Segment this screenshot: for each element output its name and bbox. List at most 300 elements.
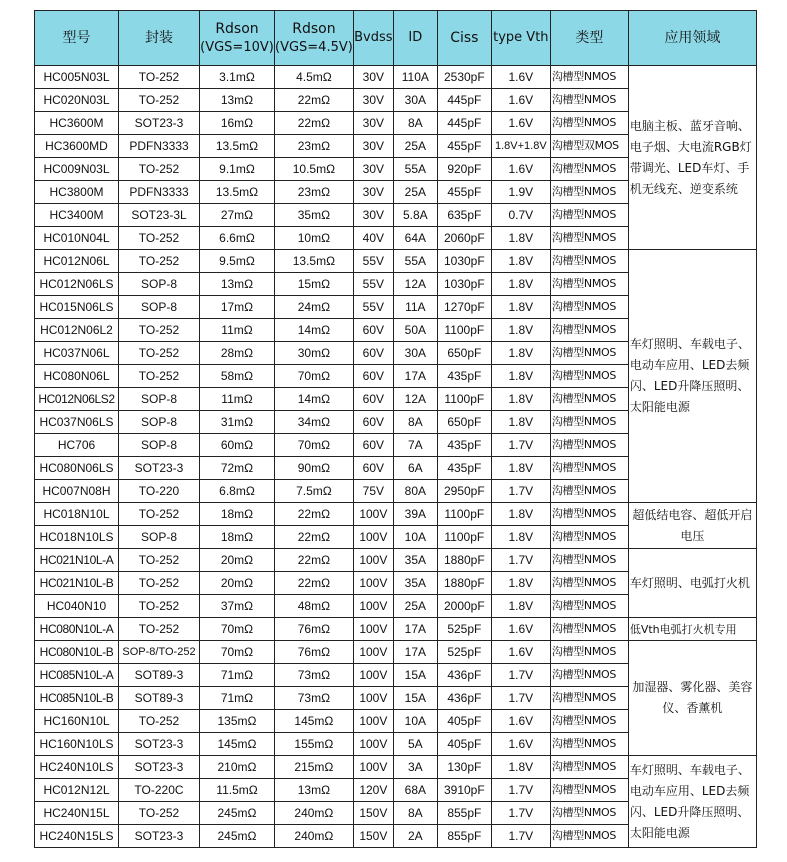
cell-package: TO-252 — [119, 365, 200, 388]
header-type: 类型 — [550, 11, 628, 66]
cell-id: 64A — [393, 227, 437, 250]
cell-rdson-4v5: 22mΩ — [275, 89, 354, 112]
cell-model: HC3800M — [35, 181, 119, 204]
cell-type: 沟槽型NMOS — [550, 342, 628, 365]
cell-ciss: 1880pF — [437, 549, 491, 572]
cell-id: 12A — [393, 388, 437, 411]
cell-package: SOT23-3 — [119, 733, 200, 756]
cell-ciss: 436pF — [437, 687, 491, 710]
cell-package: TO-252 — [119, 710, 200, 733]
cell-rdson-4v5: 15mΩ — [275, 273, 354, 296]
cell-package: SOT23-3 — [119, 756, 200, 779]
cell-model: HC007N08H — [35, 480, 119, 503]
cell-package: TO-220C — [119, 779, 200, 802]
cell-vth: 1.8V — [491, 756, 550, 779]
cell-vth: 1.8V — [491, 526, 550, 549]
cell-rdson-10v: 245mΩ — [200, 802, 275, 825]
cell-ciss: 445pF — [437, 89, 491, 112]
cell-model: HC012N06L2 — [35, 319, 119, 342]
cell-bvdss: 100V — [353, 710, 393, 733]
cell-bvdss: 100V — [353, 595, 393, 618]
cell-bvdss: 150V — [353, 802, 393, 825]
cell-bvdss: 60V — [353, 434, 393, 457]
cell-rdson-10v: 3.1mΩ — [200, 66, 275, 89]
cell-id: 17A — [393, 365, 437, 388]
cell-rdson-10v: 13.5mΩ — [200, 135, 275, 158]
cell-model: HC080N06LS — [35, 457, 119, 480]
cell-model: HC020N03L — [35, 89, 119, 112]
cell-rdson-4v5: 76mΩ — [275, 641, 354, 664]
cell-ciss: 525pF — [437, 618, 491, 641]
cell-rdson-4v5: 24mΩ — [275, 296, 354, 319]
cell-rdson-4v5: 73mΩ — [275, 664, 354, 687]
cell-vth: 1.7V — [491, 549, 550, 572]
cell-rdson-4v5: 70mΩ — [275, 365, 354, 388]
header-model: 型号 — [35, 11, 119, 66]
cell-bvdss: 30V — [353, 181, 393, 204]
cell-vth: 1.8V — [491, 572, 550, 595]
cell-package: TO-252 — [119, 250, 200, 273]
cell-bvdss: 30V — [353, 89, 393, 112]
cell-rdson-10v: 20mΩ — [200, 572, 275, 595]
cell-package: SOP-8 — [119, 434, 200, 457]
cell-rdson-10v: 11mΩ — [200, 319, 275, 342]
cell-package: TO-252 — [119, 549, 200, 572]
cell-rdson-10v: 13mΩ — [200, 89, 275, 112]
cell-vth: 1.9V — [491, 181, 550, 204]
cell-model: HC012N06LS — [35, 273, 119, 296]
cell-bvdss: 60V — [353, 411, 393, 434]
cell-rdson-4v5: 22mΩ — [275, 503, 354, 526]
cell-vth: 1.8V — [491, 296, 550, 319]
table-body — [35, 66, 757, 848]
cell-model: HC012N06L — [35, 250, 119, 273]
header-rdson-4v5-line1: Rdson — [292, 20, 336, 37]
cell-bvdss: 100V — [353, 664, 393, 687]
cell-type: 沟槽型NMOS — [550, 112, 628, 135]
cell-package: SOP-8 — [119, 526, 200, 549]
cell-application: 车灯照明、车载电子、电动车应用、LED去频闪、LED升降压照明、太阳能电源 — [628, 756, 756, 848]
cell-vth: 1.8V — [491, 342, 550, 365]
cell-model: HC080N10L-B — [35, 641, 119, 664]
cell-ciss: 2950pF — [437, 480, 491, 503]
cell-ciss: 405pF — [437, 710, 491, 733]
table-row — [35, 641, 757, 664]
cell-type: 沟槽型NMOS — [550, 204, 628, 227]
cell-model: HC037N06LS — [35, 411, 119, 434]
cell-id: 30A — [393, 89, 437, 112]
cell-type: 沟槽型NMOS — [550, 825, 628, 848]
cell-rdson-10v: 31mΩ — [200, 411, 275, 434]
cell-id: 6A — [393, 457, 437, 480]
cell-package: SOT23-3L — [119, 204, 200, 227]
cell-rdson-4v5: 13mΩ — [275, 779, 354, 802]
cell-ciss: 1030pF — [437, 273, 491, 296]
cell-id: 68A — [393, 779, 437, 802]
cell-type: 沟槽型NMOS — [550, 388, 628, 411]
cell-rdson-10v: 18mΩ — [200, 526, 275, 549]
cell-rdson-10v: 145mΩ — [200, 733, 275, 756]
cell-type: 沟槽型NMOS — [550, 572, 628, 595]
cell-rdson-4v5: 240mΩ — [275, 825, 354, 848]
cell-vth: 1.8V — [491, 227, 550, 250]
cell-type: 沟槽型NMOS — [550, 365, 628, 388]
cell-package: TO-252 — [119, 342, 200, 365]
table-row — [35, 250, 757, 273]
cell-model: HC037N06L — [35, 342, 119, 365]
cell-ciss: 1100pF — [437, 319, 491, 342]
cell-ciss: 1100pF — [437, 503, 491, 526]
cell-ciss: 650pF — [437, 342, 491, 365]
header-rdson-10v — [200, 11, 275, 66]
cell-id: 10A — [393, 710, 437, 733]
cell-id: 35A — [393, 549, 437, 572]
cell-id: 25A — [393, 595, 437, 618]
header-rdson-4v5 — [275, 11, 354, 66]
cell-package: TO-252 — [119, 618, 200, 641]
cell-model: HC021N10L-A — [35, 549, 119, 572]
cell-model: HC706 — [35, 434, 119, 457]
cell-rdson-4v5: 34mΩ — [275, 411, 354, 434]
cell-rdson-10v: 58mΩ — [200, 365, 275, 388]
cell-id: 25A — [393, 181, 437, 204]
cell-ciss: 435pF — [437, 457, 491, 480]
cell-package: SOP-8/TO-252 — [119, 641, 200, 664]
cell-rdson-4v5: 30mΩ — [275, 342, 354, 365]
cell-id: 3A — [393, 756, 437, 779]
cell-bvdss: 100V — [353, 687, 393, 710]
header-row — [35, 11, 757, 66]
cell-id: 30A — [393, 342, 437, 365]
cell-ciss: 1270pF — [437, 296, 491, 319]
cell-ciss: 650pF — [437, 411, 491, 434]
cell-rdson-4v5: 240mΩ — [275, 802, 354, 825]
cell-rdson-10v: 13.5mΩ — [200, 181, 275, 204]
cell-model: HC021N10L-B — [35, 572, 119, 595]
header-rdson-4v5-line2: (VGS=4.5V) — [275, 39, 353, 55]
cell-package: SOP-8 — [119, 388, 200, 411]
cell-vth: 1.6V — [491, 733, 550, 756]
cell-vth: 1.7V — [491, 825, 550, 848]
cell-application: 超低结电容、超低开启电压 — [628, 503, 756, 549]
cell-type: 沟槽型NMOS — [550, 664, 628, 687]
cell-model: HC005N03L — [35, 66, 119, 89]
cell-package: TO-252 — [119, 66, 200, 89]
cell-bvdss: 30V — [353, 158, 393, 181]
cell-id: 50A — [393, 319, 437, 342]
cell-vth: 1.8V — [491, 411, 550, 434]
cell-model: HC010N04L — [35, 227, 119, 250]
cell-application: 电脑主板、蓝牙音响、电子烟、大电流RGB灯带调光、LED车灯、手机无线充、逆变系统 — [628, 66, 756, 250]
cell-rdson-4v5: 14mΩ — [275, 319, 354, 342]
cell-type: 沟槽型NMOS — [550, 319, 628, 342]
cell-vth: 1.6V — [491, 710, 550, 733]
cell-vth: 1.6V — [491, 89, 550, 112]
cell-vth: 1.8V+1.8V — [491, 135, 550, 158]
cell-rdson-4v5: 155mΩ — [275, 733, 354, 756]
cell-id: 25A — [393, 135, 437, 158]
cell-type: 沟槽型NMOS — [550, 457, 628, 480]
cell-rdson-10v: 11mΩ — [200, 388, 275, 411]
cell-type: 沟槽型双MOS — [550, 135, 628, 158]
cell-model: HC012N06LS2 — [35, 388, 119, 411]
cell-type: 沟槽型NMOS — [550, 66, 628, 89]
cell-rdson-10v: 6.6mΩ — [200, 227, 275, 250]
cell-rdson-4v5: 90mΩ — [275, 457, 354, 480]
cell-rdson-10v: 60mΩ — [200, 434, 275, 457]
cell-model: HC085N10L-B — [35, 687, 119, 710]
cell-vth: 1.7V — [491, 779, 550, 802]
cell-type: 沟槽型NMOS — [550, 710, 628, 733]
cell-rdson-4v5: 23mΩ — [275, 135, 354, 158]
cell-rdson-4v5: 48mΩ — [275, 595, 354, 618]
cell-model: HC240N10LS — [35, 756, 119, 779]
cell-type: 沟槽型NMOS — [550, 733, 628, 756]
cell-package: TO-252 — [119, 319, 200, 342]
cell-vth: 1.6V — [491, 158, 550, 181]
cell-rdson-10v: 20mΩ — [200, 549, 275, 572]
cell-bvdss: 100V — [353, 526, 393, 549]
cell-rdson-10v: 16mΩ — [200, 112, 275, 135]
cell-rdson-10v: 70mΩ — [200, 618, 275, 641]
cell-rdson-10v: 27mΩ — [200, 204, 275, 227]
cell-id: 55A — [393, 158, 437, 181]
cell-ciss: 1030pF — [437, 250, 491, 273]
cell-ciss: 455pF — [437, 135, 491, 158]
cell-type: 沟槽型NMOS — [550, 411, 628, 434]
cell-package: TO-252 — [119, 595, 200, 618]
cell-type: 沟槽型NMOS — [550, 641, 628, 664]
cell-vth: 1.8V — [491, 388, 550, 411]
cell-bvdss: 55V — [353, 273, 393, 296]
cell-id: 2A — [393, 825, 437, 848]
cell-rdson-4v5: 22mΩ — [275, 526, 354, 549]
cell-type: 沟槽型NMOS — [550, 549, 628, 572]
cell-rdson-10v: 71mΩ — [200, 664, 275, 687]
cell-model: HC015N06LS — [35, 296, 119, 319]
cell-vth: 1.7V — [491, 480, 550, 503]
cell-vth: 1.8V — [491, 457, 550, 480]
cell-ciss: 1100pF — [437, 526, 491, 549]
cell-rdson-4v5: 70mΩ — [275, 434, 354, 457]
cell-rdson-10v: 13mΩ — [200, 273, 275, 296]
cell-id: 39A — [393, 503, 437, 526]
cell-bvdss: 55V — [353, 296, 393, 319]
cell-rdson-10v: 28mΩ — [200, 342, 275, 365]
cell-rdson-4v5: 10mΩ — [275, 227, 354, 250]
cell-model: HC012N12L — [35, 779, 119, 802]
cell-model: HC040N10 — [35, 595, 119, 618]
cell-vth: 1.7V — [491, 664, 550, 687]
cell-bvdss: 75V — [353, 480, 393, 503]
cell-type: 沟槽型NMOS — [550, 434, 628, 457]
cell-package: SOP-8 — [119, 273, 200, 296]
cell-type: 沟槽型NMOS — [550, 273, 628, 296]
cell-bvdss: 100V — [353, 756, 393, 779]
cell-type: 沟槽型NMOS — [550, 89, 628, 112]
cell-package: SOT23-3 — [119, 457, 200, 480]
cell-vth: 1.8V — [491, 365, 550, 388]
cell-ciss: 920pF — [437, 158, 491, 181]
cell-vth: 1.6V — [491, 112, 550, 135]
cell-rdson-4v5: 14mΩ — [275, 388, 354, 411]
cell-vth: 1.7V — [491, 687, 550, 710]
cell-bvdss: 100V — [353, 733, 393, 756]
cell-rdson-4v5: 145mΩ — [275, 710, 354, 733]
cell-rdson-10v: 11.5mΩ — [200, 779, 275, 802]
cell-ciss: 1880pF — [437, 572, 491, 595]
cell-rdson-10v: 6.8mΩ — [200, 480, 275, 503]
cell-rdson-4v5: 13.5mΩ — [275, 250, 354, 273]
cell-ciss: 436pF — [437, 664, 491, 687]
cell-bvdss: 60V — [353, 457, 393, 480]
cell-type: 沟槽型NMOS — [550, 526, 628, 549]
table-row — [35, 66, 757, 89]
cell-type: 沟槽型NMOS — [550, 296, 628, 319]
cell-rdson-10v: 210mΩ — [200, 756, 275, 779]
cell-rdson-10v: 71mΩ — [200, 687, 275, 710]
cell-model: HC085N10L-A — [35, 664, 119, 687]
table-row — [35, 549, 757, 572]
cell-package: SOT89-3 — [119, 664, 200, 687]
cell-rdson-4v5: 215mΩ — [275, 756, 354, 779]
header-bvdss: Bvdss — [353, 11, 393, 66]
cell-type: 沟槽型NMOS — [550, 595, 628, 618]
cell-model: HC3400M — [35, 204, 119, 227]
cell-package: PDFN3333 — [119, 181, 200, 204]
cell-rdson-10v: 17mΩ — [200, 296, 275, 319]
cell-type: 沟槽型NMOS — [550, 227, 628, 250]
cell-rdson-4v5: 22mΩ — [275, 112, 354, 135]
cell-type: 沟槽型NMOS — [550, 181, 628, 204]
cell-bvdss: 100V — [353, 618, 393, 641]
cell-model: HC080N10L-A — [35, 618, 119, 641]
cell-id: 8A — [393, 802, 437, 825]
cell-model: HC018N10LS — [35, 526, 119, 549]
cell-rdson-4v5: 7.5mΩ — [275, 480, 354, 503]
cell-ciss: 855pF — [437, 825, 491, 848]
cell-id: 17A — [393, 641, 437, 664]
cell-bvdss: 120V — [353, 779, 393, 802]
cell-id: 8A — [393, 112, 437, 135]
cell-model: HC009N03L — [35, 158, 119, 181]
cell-ciss: 1100pF — [437, 388, 491, 411]
cell-bvdss: 60V — [353, 342, 393, 365]
cell-rdson-10v: 9.1mΩ — [200, 158, 275, 181]
cell-package: SOT23-3 — [119, 825, 200, 848]
cell-rdson-10v: 18mΩ — [200, 503, 275, 526]
cell-id: 80A — [393, 480, 437, 503]
cell-bvdss: 60V — [353, 319, 393, 342]
mosfet-spec-table — [34, 10, 757, 848]
cell-model: HC3600M — [35, 112, 119, 135]
cell-package: TO-252 — [119, 227, 200, 250]
cell-type: 沟槽型NMOS — [550, 618, 628, 641]
cell-vth: 1.8V — [491, 595, 550, 618]
cell-id: 15A — [393, 687, 437, 710]
cell-ciss: 855pF — [437, 802, 491, 825]
header-vth: type Vth — [491, 11, 550, 66]
cell-id: 5A — [393, 733, 437, 756]
cell-package: TO-252 — [119, 89, 200, 112]
cell-package: TO-252 — [119, 802, 200, 825]
cell-bvdss: 55V — [353, 250, 393, 273]
cell-ciss: 435pF — [437, 365, 491, 388]
cell-package: SOP-8 — [119, 411, 200, 434]
cell-rdson-10v: 70mΩ — [200, 641, 275, 664]
cell-id: 7A — [393, 434, 437, 457]
cell-ciss: 455pF — [437, 181, 491, 204]
cell-rdson-10v: 37mΩ — [200, 595, 275, 618]
cell-vth: 1.7V — [491, 802, 550, 825]
cell-ciss: 130pF — [437, 756, 491, 779]
cell-model: HC160N10L — [35, 710, 119, 733]
cell-bvdss: 60V — [353, 365, 393, 388]
cell-rdson-10v: 245mΩ — [200, 825, 275, 848]
cell-rdson-4v5: 23mΩ — [275, 181, 354, 204]
cell-model: HC080N06L — [35, 365, 119, 388]
cell-type: 沟槽型NMOS — [550, 158, 628, 181]
cell-type: 沟槽型NMOS — [550, 802, 628, 825]
cell-package: PDFN3333 — [119, 135, 200, 158]
header-rdson-10v-line1: Rdson — [215, 20, 259, 37]
cell-id: 55A — [393, 250, 437, 273]
cell-id: 15A — [393, 664, 437, 687]
cell-type: 沟槽型NMOS — [550, 503, 628, 526]
cell-bvdss: 100V — [353, 549, 393, 572]
cell-model: HC240N15L — [35, 802, 119, 825]
header-application: 应用领域 — [628, 11, 756, 66]
cell-id: 10A — [393, 526, 437, 549]
cell-rdson-4v5: 22mΩ — [275, 549, 354, 572]
cell-ciss: 405pF — [437, 733, 491, 756]
cell-rdson-10v: 135mΩ — [200, 710, 275, 733]
cell-bvdss: 30V — [353, 204, 393, 227]
cell-id: 17A — [393, 618, 437, 641]
header-package: 封装 — [119, 11, 200, 66]
header-rdson-10v-line2: (VGS=10V) — [200, 39, 274, 55]
cell-vth: 1.8V — [491, 250, 550, 273]
cell-rdson-10v: 9.5mΩ — [200, 250, 275, 273]
cell-type: 沟槽型NMOS — [550, 250, 628, 273]
cell-application: 加湿器、雾化器、美容仪、香薰机 — [628, 641, 756, 756]
cell-vth: 1.8V — [491, 503, 550, 526]
header-ciss: Ciss — [437, 11, 491, 66]
cell-package: SOP-8 — [119, 296, 200, 319]
cell-ciss: 525pF — [437, 641, 491, 664]
cell-bvdss: 60V — [353, 388, 393, 411]
cell-ciss: 445pF — [437, 112, 491, 135]
cell-rdson-4v5: 76mΩ — [275, 618, 354, 641]
cell-vth: 1.6V — [491, 66, 550, 89]
cell-type: 沟槽型NMOS — [550, 687, 628, 710]
cell-bvdss: 30V — [353, 112, 393, 135]
cell-application: 车灯照明、车载电子、电动车应用、LED去频闪、LED升降压照明、太阳能电源 — [628, 250, 756, 503]
cell-ciss: 2000pF — [437, 595, 491, 618]
cell-bvdss: 100V — [353, 641, 393, 664]
cell-bvdss: 40V — [353, 227, 393, 250]
cell-type: 沟槽型NMOS — [550, 779, 628, 802]
cell-bvdss: 100V — [353, 503, 393, 526]
cell-package: TO-252 — [119, 503, 200, 526]
cell-vth: 1.6V — [491, 641, 550, 664]
cell-package: SOT89-3 — [119, 687, 200, 710]
cell-ciss: 435pF — [437, 434, 491, 457]
cell-bvdss: 30V — [353, 66, 393, 89]
cell-type: 沟槽型NMOS — [550, 756, 628, 779]
cell-ciss: 635pF — [437, 204, 491, 227]
cell-model: HC018N10L — [35, 503, 119, 526]
